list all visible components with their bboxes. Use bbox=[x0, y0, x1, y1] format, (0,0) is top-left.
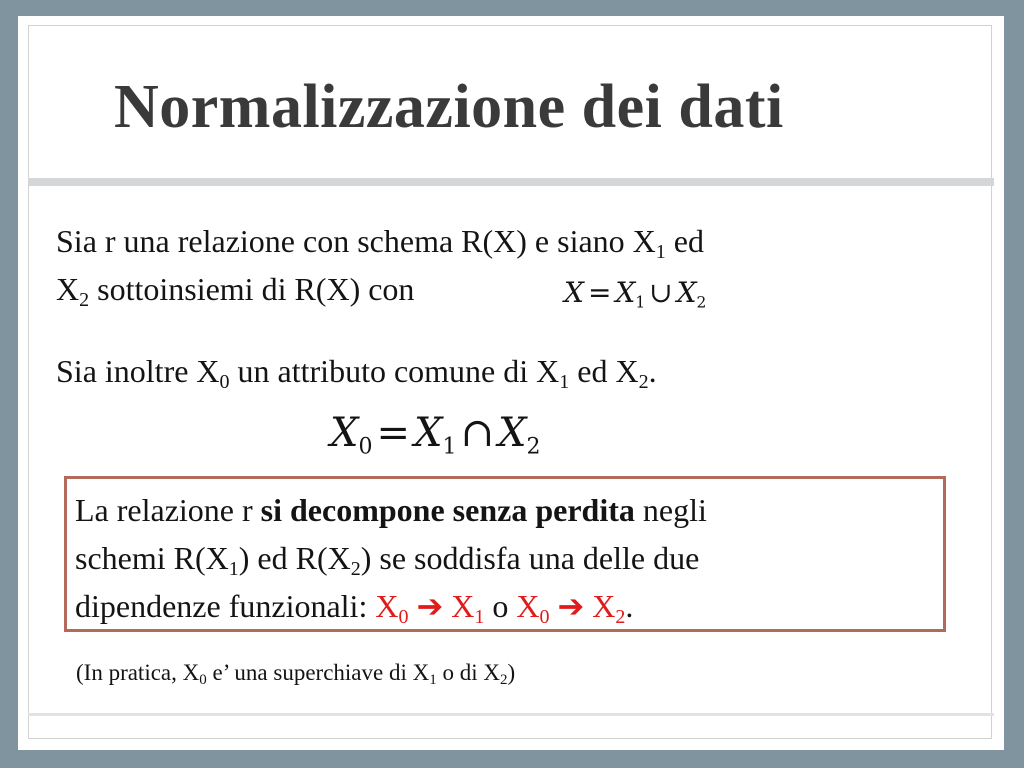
equation-union: X = X1 ∪ X2 bbox=[564, 276, 707, 312]
paragraph-1-line-1: Sia r una relazione con schema R(X) e siano $X_1$ ed bbox=[56, 223, 704, 263]
paragraph-1-line-2: $X_2$ sottoinsiemi di R(X) con bbox=[56, 271, 415, 311]
slide bbox=[18, 16, 1004, 750]
theorem-box bbox=[64, 476, 946, 632]
equation-intersection: X0 = X1 ∩ X2 bbox=[330, 410, 541, 460]
arrow-right-icon: ➔ bbox=[416, 588, 444, 624]
functional-dependency-2: $X_0$ ➔ $X_2$ bbox=[516, 588, 626, 628]
theorem-line-2: schemi $R(X_1)$ ed $R(X_2)$ se soddisfa una delle due bbox=[75, 540, 700, 580]
theorem-line-1: La relazione r si decompone senza perdita negli bbox=[75, 492, 707, 528]
title-divider bbox=[28, 178, 994, 186]
footnote: (In pratica, $X_0$ e’ una superchiave di $X_1$ o di $X_2$) bbox=[76, 660, 516, 688]
paragraph-2: Sia inoltre $X_0$ un attributo comune di $X_1$ ed $X_2$. bbox=[56, 353, 657, 393]
theorem-line-3: dipendenze funzionali: $X_0$ ➔ $X_1$ o $X_0$ ➔ $X_2$. bbox=[75, 588, 634, 628]
slide-title: Normalizzazione dei dati bbox=[114, 73, 784, 141]
arrow-right-icon: ➔ bbox=[557, 588, 585, 624]
functional-dependency-1: $X_0$ ➔ $X_1$ bbox=[375, 588, 485, 628]
footer-divider bbox=[28, 713, 994, 716]
